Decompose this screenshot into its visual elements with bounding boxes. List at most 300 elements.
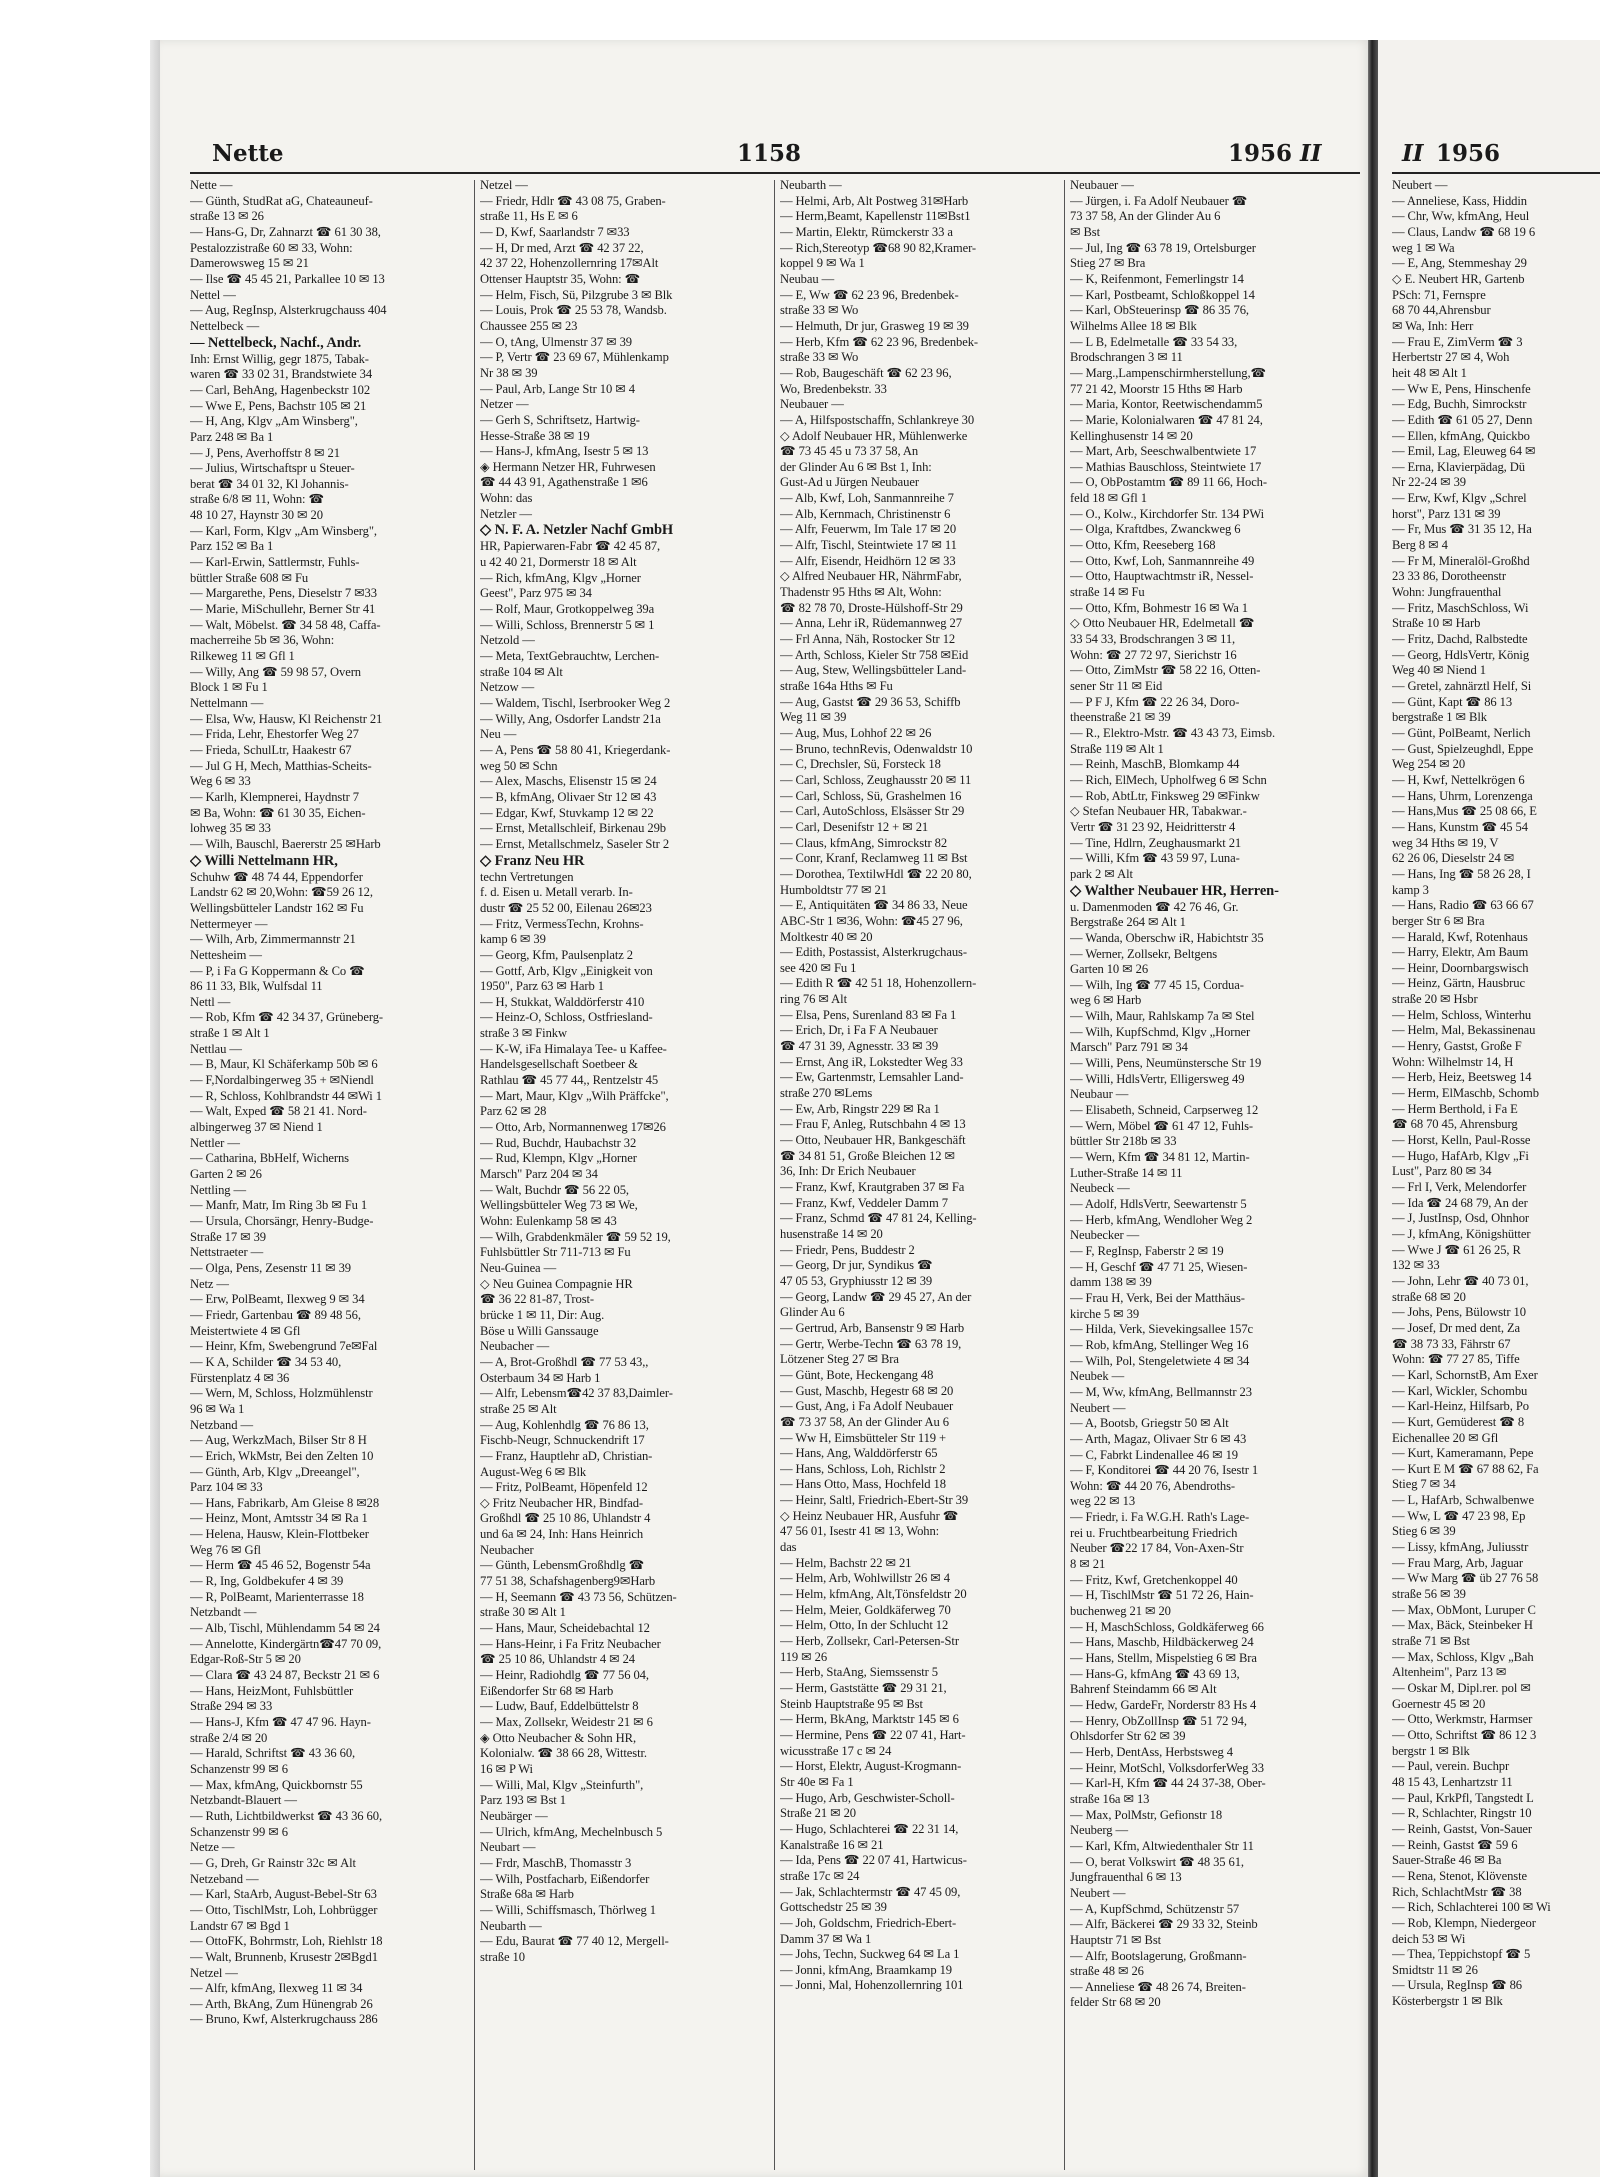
directory-line: — Otto, ZimMstr ☎ 58 22 16, Otten- xyxy=(1070,663,1261,678)
directory-line: — Carl, Desenifstr 12 + ✉ 21 xyxy=(780,819,929,834)
column-rule xyxy=(1064,180,1065,2170)
directory-line: HR, Papierwaren-Fabr ☎ 42 45 87, xyxy=(480,539,661,554)
directory-line: — Otto, Kfm, Reeseberg 168 xyxy=(1070,538,1216,553)
directory-line: — Arth, Schloss, Kieler Str 758 ✉Eid xyxy=(780,647,969,662)
directory-line: — Rud, Klempn, Klgv „Horner xyxy=(480,1151,637,1166)
directory-line: Neubart — xyxy=(480,1840,536,1855)
directory-line: straße 270 ✉Lems xyxy=(780,1086,873,1101)
directory-line: — Günt, Kapt ☎ 86 13 xyxy=(1392,694,1513,709)
directory-line: — Gertr, Werbe-Techn ☎ 63 78 19, xyxy=(780,1336,962,1351)
directory-line: Weg 6 ✉ 33 xyxy=(190,774,251,789)
directory-line: — Rich,Stereotyp ☎68 90 82,Kramer- xyxy=(780,240,977,255)
directory-line: — Hans Otto, Mass, Hochfeld 18 xyxy=(780,1477,946,1492)
directory-line: heit 48 ✉ Alt 1 xyxy=(1392,365,1467,380)
directory-line: macherreihe 5b ✉ 36, Wohn: xyxy=(190,633,335,648)
directory-line: — Friedr, Gartenbau ☎ 89 48 56, xyxy=(190,1307,361,1322)
directory-line: ✉ Bst xyxy=(1070,224,1101,239)
directory-line: — Emil, Lag, Eleuweg 64 ✉ xyxy=(1392,444,1536,459)
directory-line: — Otto, Neubauer HR, Bankgeschäft xyxy=(780,1133,966,1148)
directory-line: — Hugo, Arb, Geschwister-Scholl- xyxy=(780,1790,955,1805)
directory-line: — Olga, Kraftdbes, Zwanckweg 6 xyxy=(1070,522,1241,537)
directory-line: — Hans-J, kfmAng, Isestr 5 ✉ 13 xyxy=(480,444,649,459)
directory-line: — Catharina, BbHelf, Wicherns xyxy=(190,1151,349,1166)
directory-line: — Rolf, Maur, Grotkoppelweg 39a xyxy=(480,602,655,617)
directory-line: Schanzenstr 99 ✉ 6 xyxy=(190,1824,288,1839)
directory-line: — Herb, Zollsekr, Carl-Petersen-Str xyxy=(780,1634,959,1649)
directory-line: — Frieda, SchulLtr, Haakestr 67 xyxy=(190,742,352,757)
directory-line: ◇ E. Neubert HR, Gartenb xyxy=(1392,271,1525,286)
directory-line: — K-W, iFa Himalaya Tee- u Kaffee- xyxy=(480,1041,667,1056)
directory-line: — H, Seemann ☎ 43 73 56, Schützen- xyxy=(480,1589,677,1604)
directory-line: — Hans, Ang, Walddörferstr 65 xyxy=(780,1446,938,1461)
directory-line: — Heinr, Saltl, Friedrich-Ebert-Str 39 xyxy=(780,1493,969,1508)
directory-line: — Herb, Kfm ☎ 62 23 96, Bredenbek- xyxy=(780,334,979,349)
directory-line: — Helm, Mal, Bekassinenau xyxy=(1392,1023,1536,1038)
directory-line: 77 51 38, Schafshagenberg9✉Harb xyxy=(480,1574,656,1589)
directory-line: — H, MaschSchloss, Goldkäferweg 66 xyxy=(1070,1619,1264,1634)
directory-line: — Alb, Tischl, Mühlendamm 54 ✉ 24 xyxy=(190,1621,380,1636)
directory-line: — Wwe E, Pens, Bachstr 105 ✉ 21 xyxy=(190,398,367,413)
directory-line: — Otto, Hauptwachtmstr iR, Nessel- xyxy=(1070,569,1254,584)
directory-line: Damm 37 ✉ Wa 1 xyxy=(780,1931,872,1946)
directory-line: 68 70 44,Ahrensbur xyxy=(1392,303,1491,318)
directory-line: — Hans, Kunstm ☎ 45 54 xyxy=(1392,819,1528,834)
directory-line: Osterbaum 34 ✉ Harb 1 xyxy=(480,1370,601,1385)
directory-line: ☎ 44 43 91, Agathenstraße 1 ✉6 xyxy=(480,475,648,490)
directory-line: straße 10 xyxy=(480,1949,525,1964)
directory-line: Kanalstraße 16 ✉ 21 xyxy=(780,1837,884,1852)
directory-line: — A, Bootsb, Griegstr 50 ✉ Alt xyxy=(1070,1416,1229,1431)
directory-line: techn Vertretungen xyxy=(480,869,574,884)
directory-line: straße 11, Hs E ✉ 6 xyxy=(480,209,578,224)
directory-line: — Wilh, Postfacharb, Eißendorfer xyxy=(480,1871,650,1886)
directory-line: — Karl-Erwin, Sattlermstr, Fuhls- xyxy=(190,555,360,570)
directory-line: — Helm, kfmAng, Alt,Tönsfeldstr 20 xyxy=(780,1587,967,1602)
directory-line: — Clara ☎ 43 24 87, Beckstr 21 ✉ 6 xyxy=(190,1668,380,1683)
directory-line: Handelsgesellschaft Soetbeer & xyxy=(480,1057,638,1072)
directory-line: Straße 21 ✉ 20 xyxy=(780,1806,856,1821)
directory-line: — Wilh, Pol, Stengeletwiete 4 ✉ 34 xyxy=(1070,1353,1250,1368)
directory-line: — Rich, ElMech, Upholfweg 6 ✉ Schn xyxy=(1070,772,1267,787)
directory-line: Parz 193 ✉ Bst 1 xyxy=(480,1793,566,1808)
directory-column-2 xyxy=(480,178,760,1966)
directory-line: — Fr, Mus ☎ 31 35 12, Ha xyxy=(1392,522,1532,537)
directory-line: Ottenser Hauptstr 35, Wohn: ☎ xyxy=(480,271,641,286)
directory-line: — Dorothea, TextilwHdl ☎ 22 20 80, xyxy=(780,866,972,881)
directory-line: Nettesheim — xyxy=(190,947,262,962)
directory-line: — Hans, Maur, Scheidebachtal 12 xyxy=(480,1621,650,1636)
directory-line: — Frida, Lehr, Ehestorfer Weg 27 xyxy=(190,727,359,742)
directory-line: — A, KupfSchmd, Schützenstr 57 xyxy=(1070,1901,1240,1916)
directory-line: — Rena, Stenot, Klövenste xyxy=(1392,1868,1527,1883)
directory-line: — Hans, HeizMont, Fuhlsbüttler xyxy=(190,1683,354,1698)
directory-column-4 xyxy=(1070,178,1350,2011)
directory-line: — Alfr, Lebensm☎42 37 83,Daimler- xyxy=(480,1386,673,1401)
directory-line: Neubert — xyxy=(1392,178,1448,192)
directory-line: Parz 152 ✉ Ba 1 xyxy=(190,539,274,554)
directory-line: — Günth, Arb, Klgv „Dreeangel", xyxy=(190,1464,360,1479)
directory-line: und 6a ✉ 24, Inh: Hans Heinrich xyxy=(480,1527,644,1542)
directory-line: — B, Maur, Kl Schäferkamp 50b ✉ 6 xyxy=(190,1057,378,1072)
directory-line: — Maria, Kontor, Reetwischendamm5 xyxy=(1070,397,1263,412)
directory-line: — P, i Fa G Koppermann & Co ☎ xyxy=(190,963,365,978)
directory-line: 8 ✉ 21 xyxy=(1070,1557,1106,1572)
right-header-rule xyxy=(1392,172,1600,174)
directory-line: — Frau E, ZimVerm ☎ 3 xyxy=(1392,334,1523,349)
directory-line: — Henry, ObZollInsp ☎ 51 72 94, xyxy=(1070,1713,1247,1728)
directory-line: Neubarth — xyxy=(480,1918,542,1933)
directory-line: — Alb, Kernmach, Christinenstr 6 xyxy=(780,506,951,521)
directory-line: — Aug, Stew, Wellingsbütteler Land- xyxy=(780,663,967,678)
directory-line: — Mathias Bauschloss, Steintwiete 17 xyxy=(1070,459,1262,474)
directory-line: — Claus, Landw ☎ 68 19 6 xyxy=(1392,224,1536,239)
directory-line: Hauptstr 71 ✉ Bst xyxy=(1070,1932,1162,1947)
directory-line: 23 33 86, Dorotheenstr xyxy=(1392,569,1506,584)
directory-line: — Harald, Schriftst ☎ 43 36 60, xyxy=(190,1746,356,1761)
directory-line: — Ludw, Bauf, Eddelbüttelstr 8 xyxy=(480,1699,639,1714)
directory-line: — Frl Anna, Näh, Rostocker Str 12 xyxy=(780,632,956,647)
directory-line: — Paul, verein. Buchpr xyxy=(1392,1759,1510,1774)
directory-line: Berg 8 ✉ 4 xyxy=(1392,538,1448,553)
directory-line: — Nettelbeck, Nachf., Andr. xyxy=(190,334,362,351)
directory-line: — Paul, KrkPfl, Tangstedt L xyxy=(1392,1790,1534,1805)
column-rule xyxy=(774,180,775,2170)
directory-line: — Chr, Ww, kfmAng, Heul xyxy=(1392,209,1530,224)
directory-column-3 xyxy=(780,178,1060,1994)
directory-line: — Georg, Kfm, Paulsenplatz 2 xyxy=(480,947,633,962)
directory-line: — J, Pens, Averhoffstr 8 ✉ 21 xyxy=(190,445,340,460)
directory-line: — H, Geschf ☎ 47 71 25, Wiesen- xyxy=(1070,1259,1248,1274)
directory-line: straße 71 ✉ Bst xyxy=(1392,1634,1470,1649)
directory-line: — O, ObPostamtm ☎ 89 11 66, Hoch- xyxy=(1070,475,1267,490)
directory-line: — K A, Schilder ☎ 34 53 40, xyxy=(190,1354,342,1369)
directory-line: Weg 76 ✉ Gfl xyxy=(190,1542,261,1557)
directory-line: — H, Dr med, Arzt ☎ 42 37 22, xyxy=(480,240,644,255)
directory-line: 96 ✉ Wa 1 xyxy=(190,1401,245,1416)
directory-line: — Wanda, Oberschw iR, Habichtstr 35 xyxy=(1070,930,1264,945)
directory-line: — Willi, Schloss, Brennerstr 5 ✉ 1 xyxy=(480,617,655,632)
directory-line: straße 68 ✉ 20 xyxy=(1392,1289,1466,1304)
directory-line: — Elsa, Ww, Hausw, Kl Reichenstr 21 xyxy=(190,711,383,726)
directory-line: — Marie, Kolonialwaren ☎ 47 81 24, xyxy=(1070,412,1263,427)
directory-line: — Max, ObMont, Luruper C xyxy=(1392,1602,1536,1617)
directory-line: — Heinz, Mont, Amtsstr 34 ✉ Ra 1 xyxy=(190,1511,368,1526)
directory-line: — Willi, Mal, Klgv „Steinfurth", xyxy=(480,1777,644,1792)
directory-line: — Carl, Schloss, Sü, Grashelmen 16 xyxy=(780,788,962,803)
directory-line: — Karl, SchornstB, Am Exer xyxy=(1392,1367,1538,1382)
directory-line: — Rob, kfmAng, Stellinger Weg 16 xyxy=(1070,1337,1249,1352)
directory-line: — Rob, AbtLtr, Finksweg 29 ✉Finkw xyxy=(1070,788,1260,803)
directory-line: — Otto, Kfm, Bohmestr 16 ✉ Wa 1 xyxy=(1070,600,1248,615)
directory-line: Kösterbergstr 1 ✉ Blk xyxy=(1392,1994,1503,2009)
directory-line: — Kurt, Kameramann, Pepe xyxy=(1392,1446,1534,1461)
directory-line: bergstr 1 ✉ Blk xyxy=(1392,1743,1470,1758)
directory-line: straße 13 ✉ 26 xyxy=(190,209,264,224)
directory-line: — Karl-H, Kfm ☎ 44 24 37-38, Ober- xyxy=(1070,1776,1266,1791)
running-head-year: 1956 xyxy=(1228,140,1293,167)
directory-line: straße 33 ✉ Wo xyxy=(780,303,859,318)
directory-line: — Helm, Arb, Wohlwillstr 26 ✉ 4 xyxy=(780,1571,950,1586)
directory-line: 47 05 53, Gryphiusstr 12 ✉ 39 xyxy=(780,1273,933,1288)
directory-line: — Claus, kfmAng, Simrockstr 82 xyxy=(780,835,948,850)
directory-line: — Julius, Wirtschaftspr u Steuer- xyxy=(190,461,355,476)
directory-line: husenstraße 14 ✉ 20 xyxy=(780,1226,883,1241)
right-page-section: II xyxy=(1402,140,1424,167)
directory-line: — Edith R ☎ 42 51 18, Hohenzollern- xyxy=(780,976,977,991)
directory-line: Neubauer — xyxy=(1070,178,1134,192)
directory-line: — Fritz, VermessTechn, Krohns- xyxy=(480,916,644,931)
directory-line: — Ww E, Pens, Hinschenfe xyxy=(1392,381,1531,396)
directory-line: weg 50 ✉ Schn xyxy=(480,758,558,773)
directory-line: — Fritz, MaschSchloss, Wi xyxy=(1392,600,1529,615)
directory-line: straße 14 ✉ Fu xyxy=(1070,585,1145,600)
directory-line: — Aug, WerkzMach, Bilser Str 8 H xyxy=(190,1433,367,1448)
directory-line: — Ilse ☎ 45 45 21, Parkallee 10 ✉ 13 xyxy=(190,271,385,286)
directory-line: Rathlau ☎ 45 77 44,, Rentzelstr 45 xyxy=(480,1073,659,1088)
directory-line: — Otto, TischlMstr, Loh, Lohbrügger xyxy=(190,1902,378,1917)
directory-line: — Karl, Wickler, Schombu xyxy=(1392,1383,1528,1398)
directory-line: berger Str 6 ✉ Bra xyxy=(1392,913,1485,928)
directory-line: — Hugo, Schlachterei ☎ 22 31 14, xyxy=(780,1821,959,1836)
directory-line: Wilhelms Allee 18 ✉ Blk xyxy=(1070,318,1197,333)
directory-line: ◇ Adolf Neubauer HR, Mühlenwerke xyxy=(780,428,968,443)
directory-line: — Conr, Kranf, Reclamweg 11 ✉ Bst xyxy=(780,851,968,866)
directory-line: straße 20 ✉ Hsbr xyxy=(1392,992,1478,1007)
directory-line: — A, Brot-Großhdl ☎ 77 53 43,, xyxy=(480,1354,649,1369)
directory-line: — Herm ☎ 45 46 52, Bogenstr 54a xyxy=(190,1558,371,1573)
directory-line: Nettelbeck — xyxy=(190,318,260,333)
directory-line: — Fr M, Mineralöl-Großhd xyxy=(1392,553,1530,568)
directory-line: ◇ Fritz Neubacher HR, Bindfad- xyxy=(480,1495,644,1510)
directory-line: — Helena, Hausw, Klein-Flottbeker xyxy=(190,1527,369,1542)
directory-line: Geest", Parz 975 ✉ 34 xyxy=(480,586,592,601)
directory-line: Netzler — xyxy=(480,506,532,521)
directory-line: ◇ Neu Guinea Compagnie HR xyxy=(480,1276,633,1291)
directory-line: Neuber ☎22 17 84, Von-Axen-Str xyxy=(1070,1541,1244,1556)
directory-line: Netzow — xyxy=(480,680,535,695)
directory-line: — H, Ang, Klgv „Am Winsberg", xyxy=(190,414,358,429)
directory-line: — Carl, BehAng, Hagenbeckstr 102 xyxy=(190,382,371,397)
directory-line: — E, Ww ☎ 62 23 96, Bredenbek- xyxy=(780,287,959,302)
directory-line: Netzeband — xyxy=(190,1871,259,1886)
directory-line: August-Weg 6 ✉ Blk xyxy=(480,1464,587,1479)
directory-line: — R, Schloss, Kohlbrandstr 44 ✉Wi 1 xyxy=(190,1088,382,1103)
directory-line: — Aug, Gastst ☎ 29 36 53, Schiffb xyxy=(780,694,961,709)
directory-line: 62 26 06, Dieselstr 24 ✉ xyxy=(1392,851,1515,866)
directory-line: — Harald, Kwf, Rotenhaus xyxy=(1392,929,1528,944)
directory-line: — Ida ☎ 24 68 79, An der xyxy=(1392,1195,1528,1210)
directory-line: — Helmuth, Dr jur, Grasweg 19 ✉ 39 xyxy=(780,318,969,333)
directory-line: — Hans,Mus ☎ 25 08 66, E xyxy=(1392,804,1537,819)
directory-line: — Rob, Kfm ☎ 42 34 37, Grüneberg- xyxy=(190,1010,383,1025)
directory-line: — Arth, Magaz, Olivaer Str 6 ✉ 43 xyxy=(1070,1431,1247,1446)
directory-line: — Alfr, Tischl, Steintwiete 17 ✉ 11 xyxy=(780,538,957,553)
directory-line: straße 17c ✉ 24 xyxy=(780,1868,860,1883)
directory-line: ring 76 ✉ Alt xyxy=(780,992,847,1007)
directory-line: — Herb, Heiz, Beetsweg 14 xyxy=(1392,1070,1532,1085)
directory-line: Smidtstr 11 ✉ 26 xyxy=(1392,1962,1478,1977)
directory-line: — Erna, Klavierpädag, Dü xyxy=(1392,459,1525,474)
directory-line: Wohn: ☎ 27 72 97, Sierichstr 16 xyxy=(1070,647,1237,662)
directory-line: Eißendorfer Str 68 ✉ Harb xyxy=(480,1683,614,1698)
directory-line: — Frau Marg, Arb, Jaguar xyxy=(1392,1555,1523,1570)
directory-line: Bergstraße 264 ✉ Alt 1 xyxy=(1070,915,1186,930)
directory-line: — Hans, Maschb, Hildbäckerweg 24 xyxy=(1070,1635,1254,1650)
directory-line: — Lissy, kfmAng, Juliusstr xyxy=(1392,1540,1529,1555)
directory-line: 77 21 42, Moorstr 15 Hths ✉ Harb xyxy=(1070,381,1243,396)
directory-line: Thadenstr 95 Hths ✉ Alt, Wohn: xyxy=(780,585,942,600)
directory-line: — Erw, Kwf, Klgv „Schrel xyxy=(1392,491,1527,506)
directory-line: — Franz, Kwf, Krautgraben 37 ✉ Fa xyxy=(780,1180,965,1194)
directory-line: Neubacher xyxy=(480,1542,534,1557)
directory-line: — OttoFK, Bohrmstr, Loh, Riehlstr 18 xyxy=(190,1934,383,1949)
directory-line: — Wilh, Bauschl, Baererstr 25 ✉Harb xyxy=(190,836,381,851)
directory-line: ◇ Heinz Neubauer HR, Ausfuhr ☎ xyxy=(780,1508,959,1523)
directory-line: Nettelmann — xyxy=(190,696,264,710)
directory-line: — Ulrich, kfmAng, Mechelnbusch 5 xyxy=(480,1824,663,1839)
directory-line: — Friedr, Hdlr ☎ 43 08 75, Graben- xyxy=(480,193,666,208)
directory-line: — Heinr, MotSchl, VolksdorferWeg 33 xyxy=(1070,1760,1264,1775)
directory-line: — Friedr, Pens, Buddestr 2 xyxy=(780,1242,915,1257)
directory-line: — Ida, Pens ☎ 22 07 41, Hartwicus- xyxy=(780,1853,967,1868)
directory-line: — H, Stukkat, Walddörferstr 410 xyxy=(480,994,645,1009)
directory-line: Netzel — xyxy=(480,178,528,192)
directory-line: — B, kfmAng, Olivaer Str 12 ✉ 43 xyxy=(480,789,657,804)
directory-line: — Ernst, Metallschleif, Birkenau 29b xyxy=(480,821,666,836)
directory-line: — Gertrud, Arb, Bansenstr 9 ✉ Harb xyxy=(780,1320,965,1335)
directory-line: — Hans, Ing ☎ 58 26 28, I xyxy=(1392,866,1531,881)
directory-line: Rilkeweg 11 ✉ Gfl 1 xyxy=(190,649,295,664)
directory-line: — Helm, Fisch, Sü, Pilzgrube 3 ✉ Blk xyxy=(480,287,673,302)
directory-line: — Rud, Buchdr, Haubachstr 32 xyxy=(480,1135,637,1150)
directory-line: Nettler — xyxy=(190,1135,240,1150)
directory-line: PSch: 71, Fernspre xyxy=(1392,287,1486,302)
directory-line: straße 1 ✉ Alt 1 xyxy=(190,1026,270,1041)
directory-line: wicusstraße 17 c ✉ 24 xyxy=(780,1743,892,1758)
directory-line: Luther-Straße 14 ✉ 11 xyxy=(1070,1165,1183,1180)
directory-line: straße 30 ✉ Alt 1 xyxy=(480,1605,566,1620)
directory-line: Wellingsbütteler Weg 73 ✉ We, xyxy=(480,1198,638,1213)
directory-line: — Joh, Goldschm, Friedrich-Ebert- xyxy=(780,1915,957,1930)
directory-line: — Karl, Form, Klgv „Am Winsberg", xyxy=(190,523,377,538)
directory-line: — Alfr, Bäckerei ☎ 29 33 32, Steinb xyxy=(1070,1917,1258,1932)
directory-line: Inh: Ernst Willig, gegr 1875, Tabak- xyxy=(190,351,369,366)
directory-line: Lötzener Steg 27 ✉ Bra xyxy=(780,1352,899,1367)
directory-line: Nettstraeter — xyxy=(190,1245,264,1260)
directory-line: Wohn: ☎ 77 27 85, Tiffe xyxy=(1392,1352,1520,1367)
directory-line: — Anneliese ☎ 48 26 74, Breiten- xyxy=(1070,1979,1246,1994)
directory-line: — Herm,Beamt, Kapellenstr 11✉Bst1 xyxy=(780,209,971,224)
directory-line: 48 10 27, Haynstr 30 ✉ 20 xyxy=(190,508,323,523)
directory-line: — Hans, Stellm, Mispelstieg 6 ✉ Bra xyxy=(1070,1651,1257,1666)
directory-line: ☎ 73 45 45 u 73 37 58, An xyxy=(780,444,919,459)
directory-line: Fuhlsbüttler Str 711-713 ✉ Fu xyxy=(480,1245,631,1260)
directory-line: — Henry, Gastst, Große F xyxy=(1392,1039,1522,1054)
directory-line: — F,Nordalbingerweg 35 + ✉Niendl xyxy=(190,1073,374,1088)
directory-line: — Annelotte, Kindergärtn☎47 70 09, xyxy=(190,1636,382,1651)
directory-line: — C, Drechsler, Sü, Forsteck 18 xyxy=(780,757,941,772)
directory-line: — L B, Edelmetalle ☎ 33 54 33, xyxy=(1070,334,1238,349)
directory-line: buchenweg 21 ✉ 20 xyxy=(1070,1604,1171,1619)
directory-line: Parz 248 ✉ Ba 1 xyxy=(190,429,274,444)
running-head-name: Nette xyxy=(212,140,284,167)
directory-line: weg 1 ✉ Wa xyxy=(1392,240,1455,255)
directory-line: Nettermeyer — xyxy=(190,916,268,931)
directory-line: Netzel — xyxy=(190,1965,238,1980)
directory-line: — E, Antiquitäten ☎ 34 86 33, Neue xyxy=(780,898,968,913)
directory-line: Gottschedstr 25 ✉ 39 xyxy=(780,1900,887,1915)
directory-line: — Georg, HdlsVertr, König xyxy=(1392,647,1530,662)
directory-line: — Willi, HdlsVertr, Elligersweg 49 xyxy=(1070,1071,1245,1086)
directory-line: Schanzenstr 99 ✉ 6 xyxy=(190,1761,288,1776)
directory-line: — Günth, LebensmGroßhdlg ☎ xyxy=(480,1558,645,1573)
directory-line: — Hans-J, Kfm ☎ 47 47 96. Hayn- xyxy=(190,1715,371,1729)
directory-line: — O, berat Volkswirt ☎ 48 35 61, xyxy=(1070,1854,1244,1869)
directory-line: — Alfr, Eisendr, Heidhörn 12 ✉ 33 xyxy=(780,553,956,568)
directory-line: — Wern, Kfm ☎ 34 81 12, Martin- xyxy=(1070,1150,1250,1165)
directory-line: Großhdl ☎ 25 10 86, Uhlandstr 4 xyxy=(480,1511,651,1526)
directory-line: Stieg 7 ✉ 34 xyxy=(1392,1477,1456,1492)
directory-line: — Marg.,Lampenschirmherstellung,☎ xyxy=(1070,365,1267,380)
directory-line: — Thea, Teppichstopf ☎ 5 xyxy=(1392,1947,1531,1962)
directory-line: — Franz, Schmd ☎ 47 81 24, Kelling- xyxy=(780,1211,977,1226)
directory-line: 119 ✉ 26 xyxy=(780,1649,828,1664)
directory-line: Neubeck — xyxy=(1070,1181,1130,1196)
directory-line: — Herm Berthold, i Fa E xyxy=(1392,1101,1518,1116)
directory-line: — Harry, Elektr, Am Baum xyxy=(1392,945,1529,960)
directory-line: Steinb Hauptstraße 95 ✉ Bst xyxy=(780,1696,923,1711)
directory-line: weg 34 Hths ✉ 19, V xyxy=(1392,835,1499,850)
directory-line: — Heinr, Doornbargswisch xyxy=(1392,960,1529,975)
directory-line: — Tine, Hdlrn, Zeughausmarkt 21 xyxy=(1070,835,1242,850)
directory-line: — Edith, Postassist, Alsterkrugchaus- xyxy=(780,945,967,960)
directory-line: büttler Str 218b ✉ 33 xyxy=(1070,1134,1177,1149)
directory-line: Neubaur — xyxy=(1070,1087,1129,1102)
directory-line: ◇ Walther Neubauer HR, Herren- xyxy=(1070,882,1279,899)
directory-line: — Alfr, Bootslagerung, Großmann- xyxy=(1070,1948,1247,1963)
directory-line: — Gust, Ang, i Fa Adolf Neubauer xyxy=(780,1399,954,1414)
directory-line: Wohn: ☎ 44 20 76, Abendroths- xyxy=(1070,1478,1235,1493)
directory-line: — Helm, Bachstr 22 ✉ 21 xyxy=(780,1555,912,1570)
directory-line: — Günt, Bote, Heckengang 48 xyxy=(780,1367,934,1382)
directory-line: — Helmi, Arb, Alt Postweg 31✉Harb xyxy=(780,193,969,208)
directory-line: — Mart, Arb, Seeschwalbentwiete 17 xyxy=(1070,444,1257,459)
directory-line: Nettel — xyxy=(190,287,236,302)
directory-line: — Willi, Pens, Neumünstersche Str 19 xyxy=(1070,1056,1262,1071)
directory-line: Landstr 62 ✉ 20,Wohn: ☎59 26 12, xyxy=(190,885,373,900)
directory-line: ☎ 38 73 33, Fährstr 67 xyxy=(1392,1336,1511,1351)
directory-line: Vertr ☎ 31 23 92, Heidritterstr 4 xyxy=(1070,819,1236,834)
directory-line: — Wern, M, Schloss, Holzmühlenstr xyxy=(190,1386,373,1401)
directory-line: — Ellen, kfmAng, Quickbo xyxy=(1392,428,1530,443)
directory-line: Netzbandt — xyxy=(190,1605,257,1620)
directory-line: Neuberg — xyxy=(1070,1823,1128,1838)
directory-line: straße 25 ✉ Alt xyxy=(480,1401,557,1416)
directory-line: Wo, Bredenbekstr. 33 xyxy=(780,381,887,396)
directory-line: koppel 9 ✉ Wa 1 xyxy=(780,256,865,271)
directory-line: — G, Dreh, Gr Rainstr 32c ✉ Alt xyxy=(190,1855,356,1870)
directory-line: — Georg, Landw ☎ 29 45 27, An der xyxy=(780,1289,972,1304)
directory-line: — Erich, WkMstr, Bei den Zelten 10 xyxy=(190,1448,374,1463)
directory-line: ✉ Wa, Inh: Herr xyxy=(1392,318,1474,333)
directory-line: Nr 38 ✉ 39 xyxy=(480,365,538,380)
directory-line: — J, kfmAng, Königshütter xyxy=(1392,1226,1531,1241)
directory-line: ◇ N. F. A. Netzler Nachf GmbH xyxy=(480,522,674,539)
directory-line: Straße 68a ✉ Harb xyxy=(480,1887,574,1902)
directory-line: — H, TischlMstr ☎ 51 72 26, Hain- xyxy=(1070,1588,1254,1603)
directory-line: 47 56 01, Isestr 41 ✉ 13, Wohn: xyxy=(780,1524,940,1539)
directory-line: straße 33 ✉ Wo xyxy=(780,350,859,365)
